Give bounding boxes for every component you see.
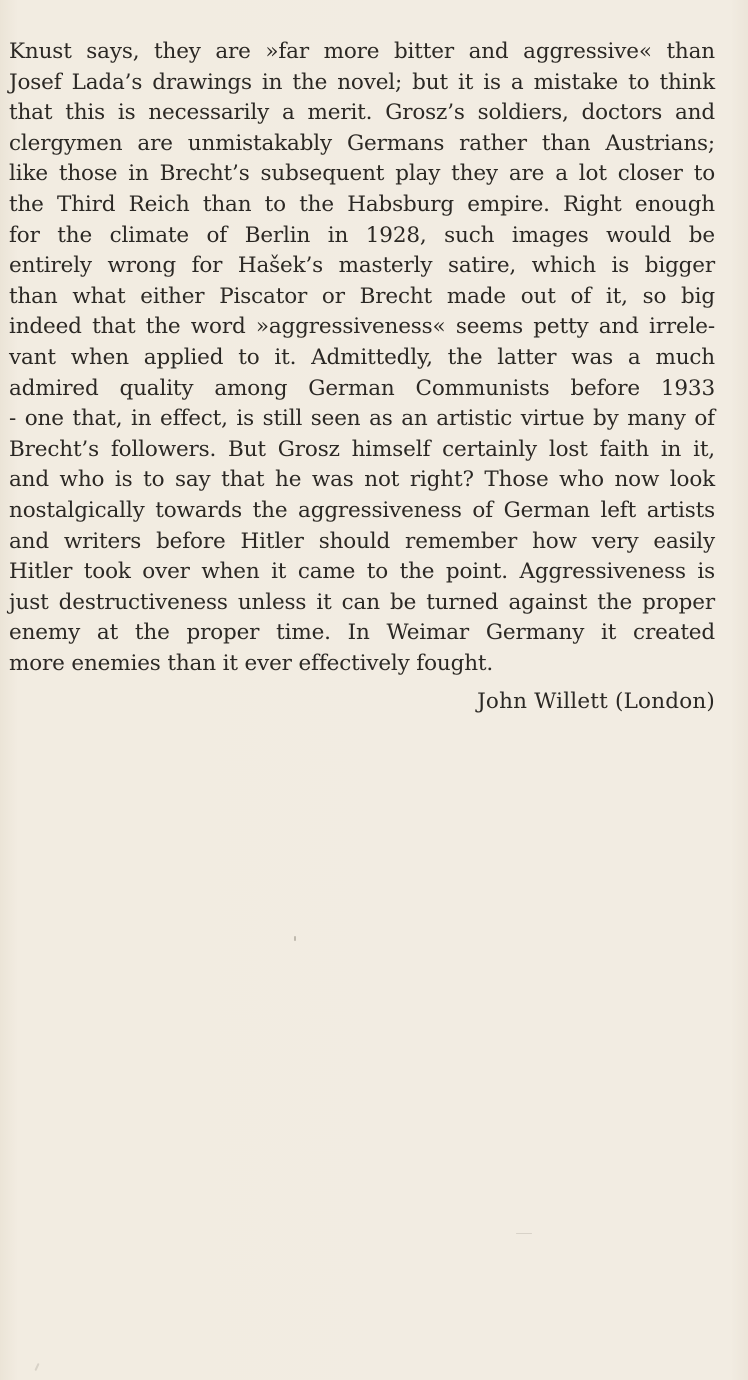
text-line: vant when applied to it. Admittedly, the latter was a much [9,344,715,370]
paper-speck [294,936,296,941]
text-line: that this is necessarily a merit. Grosz’s soldiers, doctors and [9,100,715,126]
text-line: Josef Lada’s drawings in the novel; but it is a mistake to think [9,69,715,95]
text-line: for the climate of Berlin in 1928, such images would be [9,222,715,248]
text-line: - one that, in effect, is still seen as an artistic virtue by many of [9,406,715,432]
text-line: nostalgically towards the aggressiveness of German left artists [9,497,715,523]
paper-speck [34,1363,39,1371]
text-line-last: more enemies than it ever effectively fought. [9,650,494,676]
text-line: Brecht’s followers. But Grosz himself certainly lost faith in it, [9,436,715,462]
text-line: than what either Piscator or Brecht made out of it, so big [9,283,715,309]
text-line: Knust says, they are »far more bitter and aggressive« than [9,39,715,64]
text-line: entirely wrong for Hašek’s masterly satire, which is bigger [9,253,715,279]
text-line: clergymen are unmistakably Germans rather than Austrians; [9,130,715,156]
text-line: the Third Reich than to the Habsburg empire. Right enough [9,191,715,217]
paper-speck [516,1233,532,1234]
text-line: like those in Brecht’s subsequent play they are a lot closer to [9,161,715,187]
text-line: indeed that the word »aggressiveness« seems petty and irrele- [9,314,715,340]
text-line: Hitler took over when it came to the point. Aggressiveness is [9,559,715,585]
text-line: enemy at the proper time. In Weimar Germany it created [9,620,715,646]
letter-body [9,37,715,679]
text-line: admired quality among German Communists before 1933 [9,375,715,401]
text-line: and writers before Hitler should remember how very easily [9,528,715,554]
text-line: and who is to say that he was not right? Those who now look [9,467,715,493]
text-line: just destructiveness unless it can be turned against the proper [9,589,715,615]
author-signature: John Willett (London) [477,689,715,714]
